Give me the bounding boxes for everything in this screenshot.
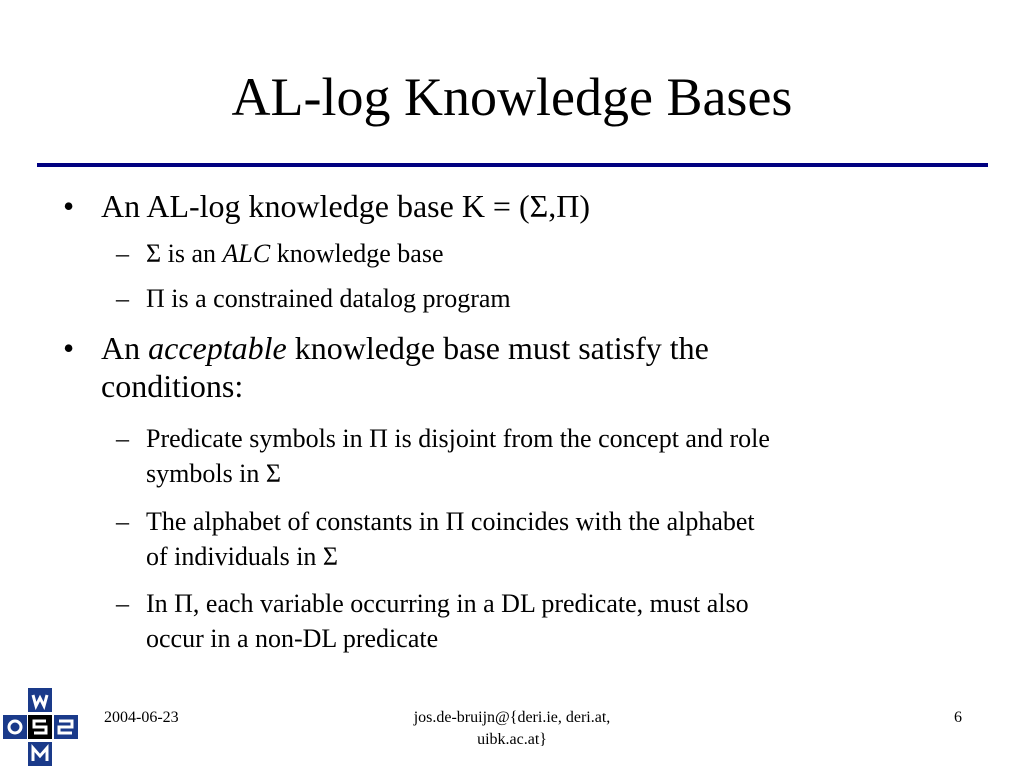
- footer-date: 2004-06-23: [104, 709, 179, 726]
- subitem-dash: –: [116, 424, 129, 453]
- subitem-text-pre: Σ is an: [146, 239, 223, 268]
- bullet-1-glyph: •: [63, 188, 75, 224]
- page-number: 6: [954, 709, 962, 726]
- bullet-2-glyph: •: [63, 330, 75, 366]
- subitem-dash: –: [116, 284, 129, 313]
- bullet-2-text-pre: An: [101, 330, 149, 366]
- subitem-line2: occur in a non-DL predicate: [146, 624, 439, 653]
- subitem-text: [146, 236, 966, 271]
- subitem-line1: The alphabet of constants in Π coincides with the alphabet: [146, 507, 755, 536]
- subitem-text-italic: ALC: [222, 239, 271, 268]
- subitem-text: Π is a constrained datalog program: [146, 284, 511, 313]
- slide-title: AL-log Knowledge Bases: [231, 67, 793, 127]
- subitem-dash: –: [116, 507, 129, 536]
- subitem-line2: symbols in Σ: [146, 459, 282, 488]
- footer-email-line1: jos.de-bruijn@{deri.ie, deri.at,: [413, 709, 611, 726]
- bullet-2-text-line2: conditions:: [101, 368, 244, 404]
- footer-email: [332, 707, 692, 751]
- subitem-text-post: knowledge base: [270, 239, 444, 268]
- subitem-line1: In Π, each variable occurring in a DL predicate, must also: [146, 589, 749, 618]
- subitem-text: [146, 504, 966, 574]
- subitem-line1: Predicate symbols in Π is disjoint from the concept and role: [146, 424, 770, 453]
- bullet-2-text-italic: acceptable: [148, 330, 287, 366]
- wsmo-logo-icon: [0, 686, 82, 768]
- footer-email-line2: uibk.ac.at}: [477, 731, 547, 748]
- bullet-2-text: [101, 329, 981, 405]
- subitem-dash: –: [116, 589, 129, 618]
- subitem-text: [146, 421, 966, 491]
- bullet-2-text-post: knowledge base must satisfy the: [286, 330, 709, 366]
- subitem-line2: of individuals in Σ: [146, 542, 339, 571]
- subitem-dash: –: [116, 239, 129, 268]
- bullet-1-text: An AL-log knowledge base K = (Σ,Π): [101, 188, 591, 224]
- subitem-text: [146, 586, 966, 656]
